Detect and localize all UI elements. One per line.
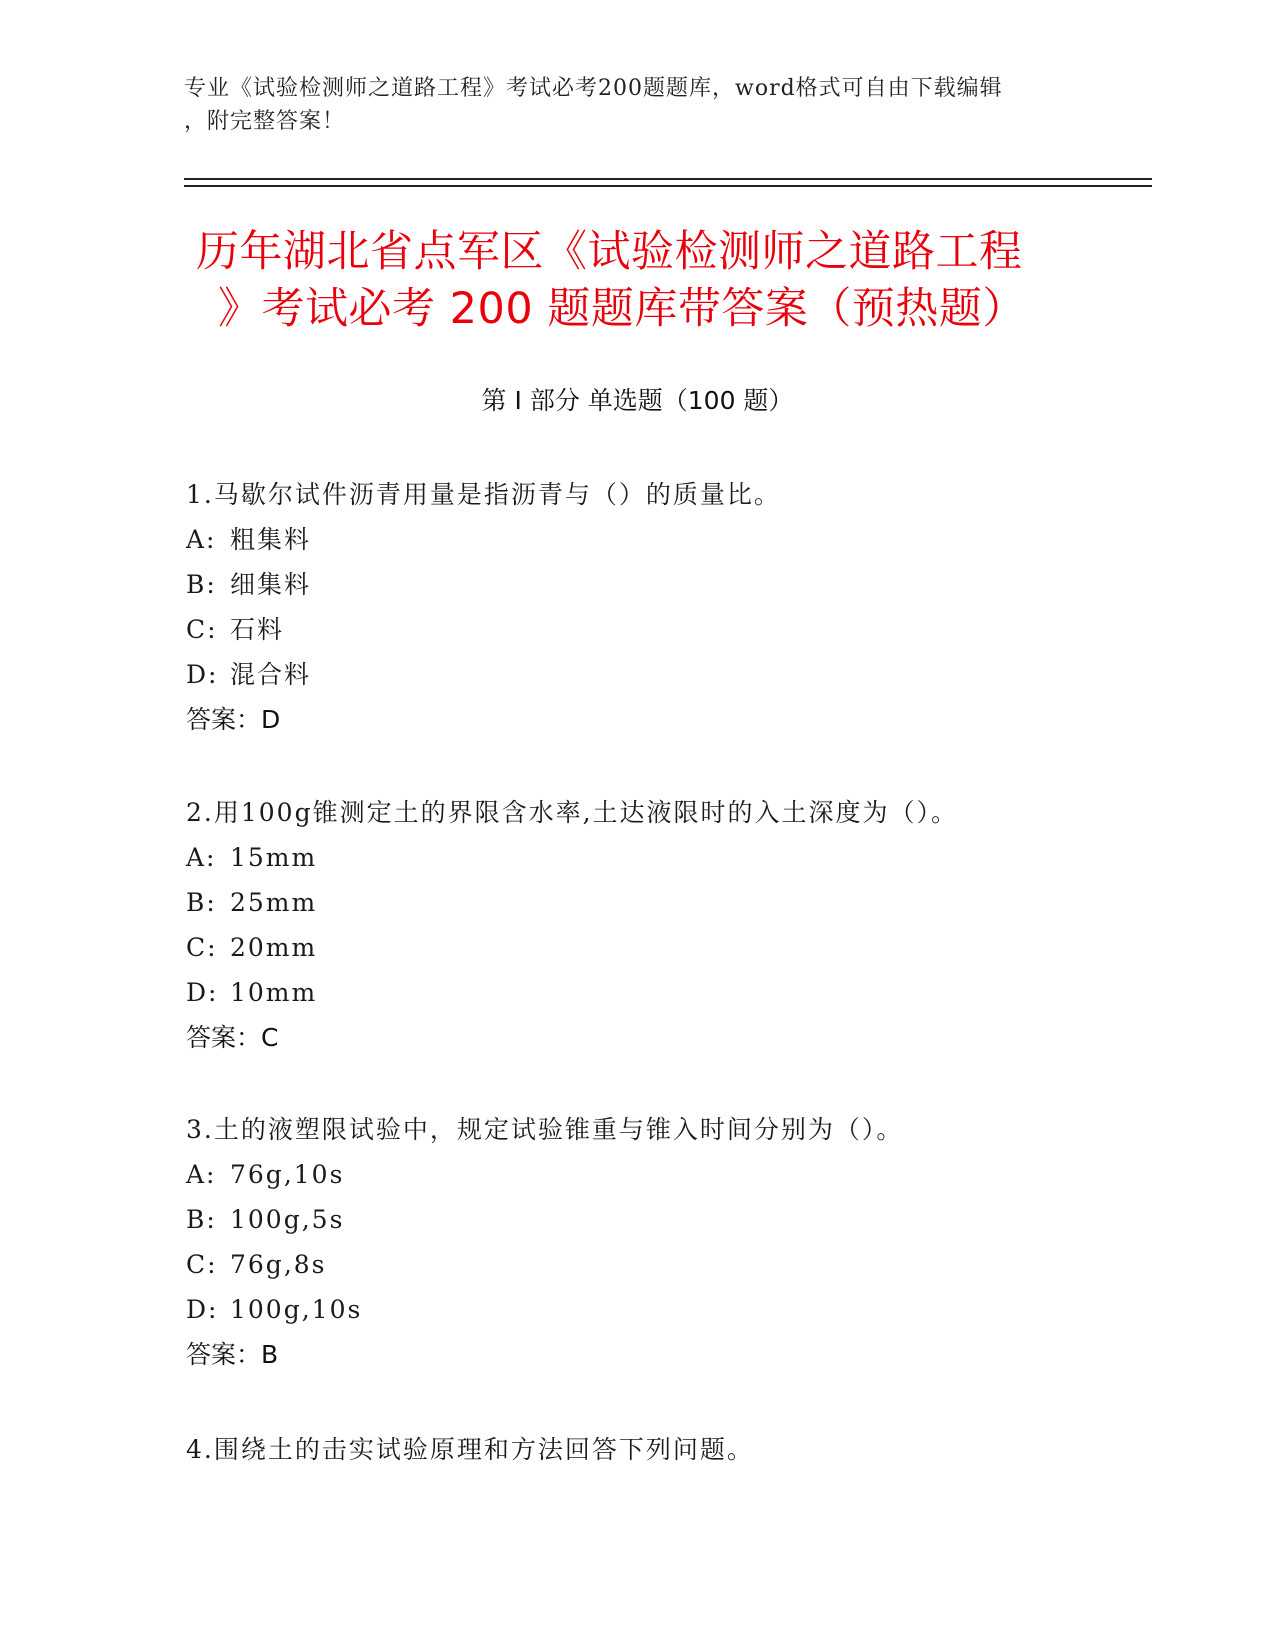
option-key: D: <box>186 660 219 689</box>
option-key: C: <box>186 1250 218 1279</box>
option-text: 25mm <box>230 888 318 917</box>
header-note <box>184 72 1064 138</box>
option-text: 76g,8s <box>230 1250 327 1279</box>
option-text: 混合料 <box>230 660 312 689</box>
option-a <box>186 835 1136 880</box>
answer-line: 答案：B <box>186 1340 279 1369</box>
question-3 <box>186 1107 1136 1377</box>
option-key: C: <box>186 933 218 962</box>
question-stem: 2.用100g锥测定土的界限含水率,土达液限时的入土深度为（）。 <box>186 798 959 827</box>
question-stem: 3.土的液塑限试验中，规定试验锥重与锥入时间分别为（）。 <box>186 1115 904 1144</box>
option-d <box>186 1287 1136 1332</box>
option-key: A: <box>186 1160 217 1189</box>
option-text: 100g,10s <box>230 1295 363 1324</box>
option-b <box>186 880 1136 925</box>
question-stem: 1.马歇尔试件沥青用量是指沥青与（）的质量比。 <box>186 480 781 509</box>
question-4 <box>186 1427 1136 1472</box>
header-divider-bottom <box>184 185 1152 187</box>
answer-line: 答案：D <box>186 705 281 734</box>
option-text: 20mm <box>230 933 318 962</box>
option-text: 15mm <box>230 843 318 872</box>
document-title-line-2: 》考试必考 200 题题库带答案（预热题） <box>218 284 1026 334</box>
question-stem: 4.围绕土的击实试验原理和方法回答下列问题。 <box>186 1435 754 1464</box>
header-divider-top <box>184 178 1152 180</box>
section-heading: 第 I 部分 单选题（100 题） <box>481 386 794 415</box>
option-d <box>186 652 1136 697</box>
option-text: 细集料 <box>230 570 312 599</box>
option-text: 76g,10s <box>230 1160 345 1189</box>
option-c <box>186 1242 1136 1287</box>
option-c <box>186 925 1136 970</box>
option-text: 100g,5s <box>230 1205 345 1234</box>
option-d <box>186 970 1136 1015</box>
option-a <box>186 517 1136 562</box>
option-key: A: <box>186 843 217 872</box>
option-text: 粗集料 <box>230 525 312 554</box>
question-2 <box>186 790 1136 1060</box>
option-key: D: <box>186 1295 219 1324</box>
option-key: B: <box>186 888 217 917</box>
option-key: B: <box>186 570 217 599</box>
option-key: D: <box>186 978 219 1007</box>
option-text: 石料 <box>230 615 285 644</box>
option-c <box>186 607 1136 652</box>
option-key: C: <box>186 615 218 644</box>
option-b <box>186 562 1136 607</box>
option-b <box>186 1197 1136 1242</box>
document-title <box>196 224 1096 338</box>
option-key: A: <box>186 525 217 554</box>
document-title-line-1: 历年湖北省点军区《试验检测师之道路工程 <box>196 227 1023 277</box>
option-key: B: <box>186 1205 217 1234</box>
header-note-line-2: ，附完整答案！ <box>184 109 346 134</box>
option-text: 10mm <box>230 978 318 1007</box>
header-note-line-1: 专业《试验检测师之道路工程》考试必考200题题库，word格式可自由下载编辑 <box>184 76 1003 101</box>
option-a <box>186 1152 1136 1197</box>
question-1 <box>186 472 1136 742</box>
answer-line: 答案：C <box>186 1023 279 1052</box>
